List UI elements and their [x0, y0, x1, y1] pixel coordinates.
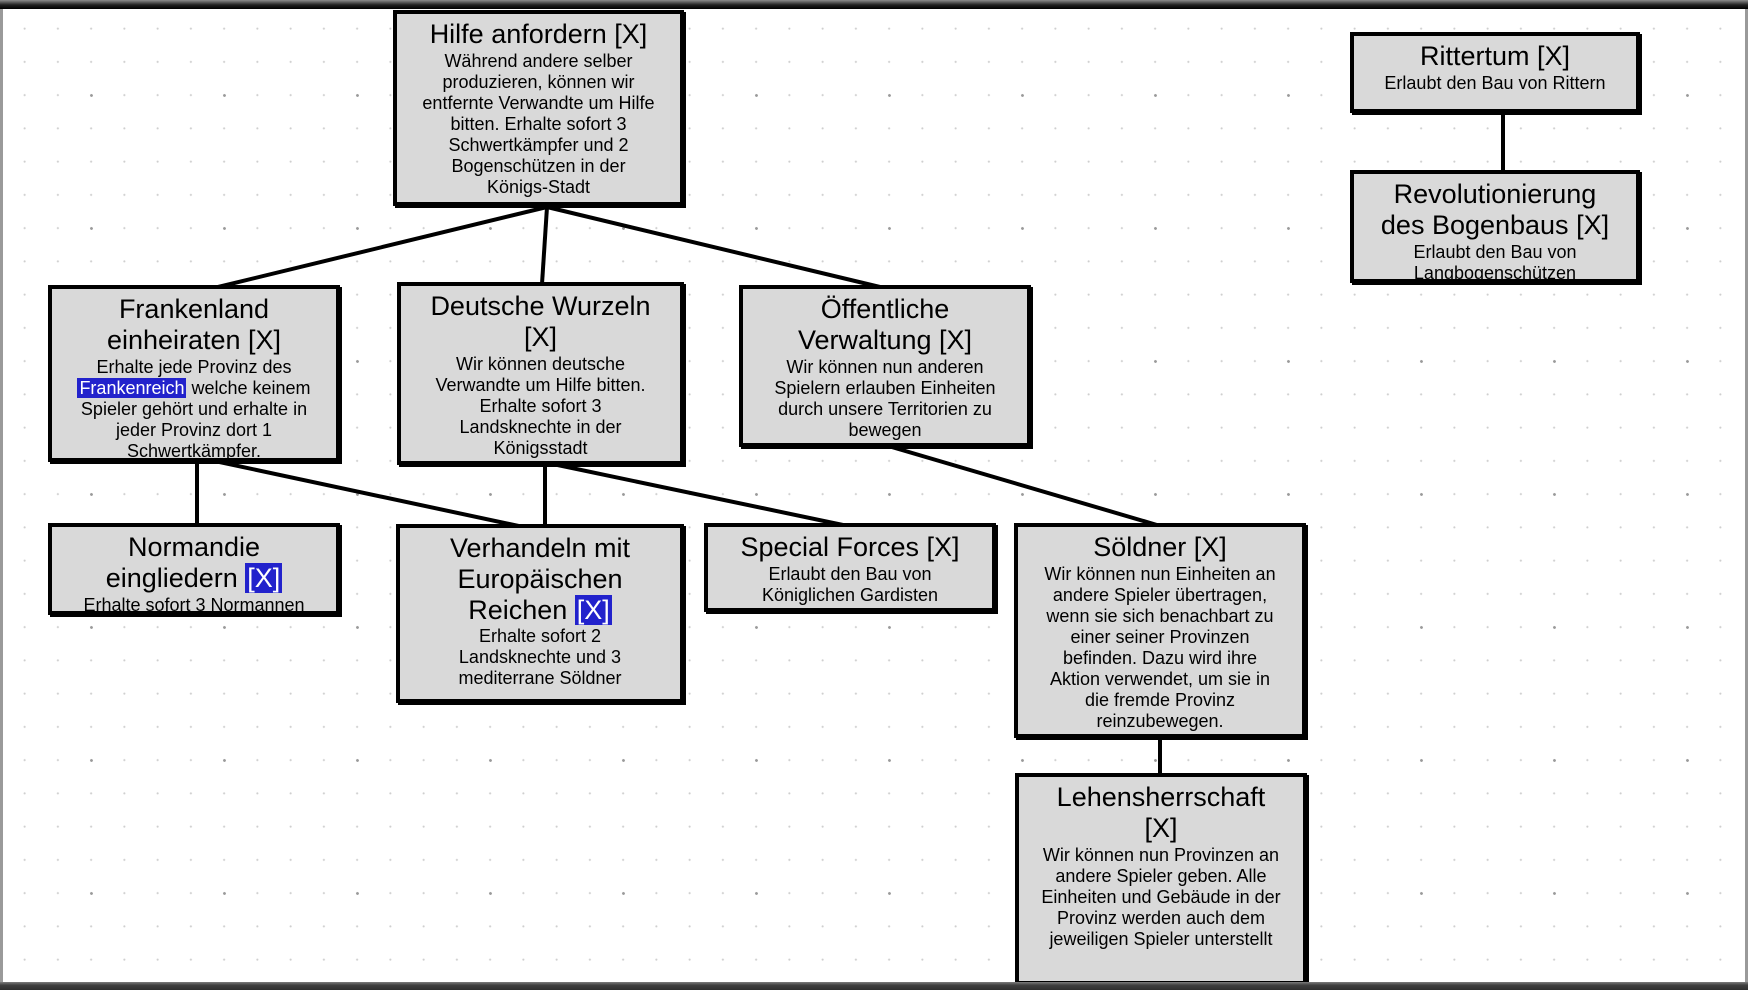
node-title: Söldner [X]	[1093, 532, 1227, 562]
node-title: Hilfe anfordern [X]	[429, 19, 648, 49]
node-body: Wir können nun anderen Spielern erlauben Einheiten durch unsere Territorien zu bewegen	[774, 356, 996, 440]
node-title: Öffentliche Verwaltung [X]	[797, 294, 973, 355]
edge-oeffentliche-soeldner	[885, 445, 1157, 525]
node-special-forces[interactable]	[704, 523, 996, 612]
node-body: Wir können nun Einheiten an andere Spieler übertragen, wenn sie sich benachbart zu einer seiner Provinzen befinden. Dazu wird ihre Aktion verwendet, um sie in die fremde Provinz reinzubewegen.	[1044, 563, 1276, 732]
node-body: Während andere selber produzieren, können wir entfernte Verwandte um Hilfe bitten. Erhalte sofort 3 Schwertkämpfer und 2 Bogenschützen in der Königs-Stadt	[422, 50, 655, 198]
node-body	[74, 357, 314, 462]
selected-text-highlight: Frankenreich	[79, 377, 185, 398]
node-body: Wir können deutsche Verwandte um Hilfe bitten. Erhalte sofort 3 Landsknechte in der Königsstadt	[435, 353, 646, 458]
edge-hilfe-deutsche-wurzeln	[542, 207, 547, 284]
body-text: Erhalte jede Provinz des	[96, 356, 292, 377]
node-body: Wir können nun Provinzen an andere Spieler geben. Alle Einheiten und Gebäude in der Provinz werden auch dem jeweiligen Spieler unterstellt	[1041, 844, 1281, 949]
node-rittertum[interactable]	[1350, 32, 1640, 113]
window-left-edge	[0, 0, 3, 990]
node-revolutionierung-des-bogenbaus[interactable]	[1350, 170, 1640, 283]
window-bottom-edge	[0, 982, 1748, 990]
node-title	[74, 532, 314, 594]
node-body: Erlaubt den Bau von Königlichen Gardisten	[761, 563, 939, 605]
edge-frankenland-verhandeln	[210, 460, 528, 528]
node-normandie-eingliedern[interactable]	[48, 523, 340, 615]
node-title: Special Forces [X]	[740, 532, 960, 562]
node-body: Erhalte sofort 3 Normannen	[83, 594, 305, 615]
edge-deutsche-wurzeln-special-forces	[548, 463, 843, 525]
node-title: Revolutionierung des Bogenbaus [X]	[1380, 179, 1610, 240]
node-soeldner[interactable]	[1014, 523, 1306, 738]
edge-hilfe-oeffentliche	[547, 207, 880, 287]
body-text: welche keinem Spieler gehört und erhalte in jeder Provinz dort 1 Schwertkämpfer.	[80, 377, 311, 461]
node-lehensherrschaft[interactable]	[1015, 773, 1307, 985]
node-body: Erhalte sofort 2 Landsknechte und 3 mediterrane Söldner	[458, 626, 622, 689]
node-body: Erlaubt den Bau von Langbogenschützen	[1413, 241, 1577, 283]
node-title: Deutsche Wurzeln [X]	[430, 291, 651, 352]
node-title: Rittertum [X]	[1419, 41, 1571, 71]
node-title: Frankenland einheiraten [X]	[106, 294, 282, 355]
window-top-edge	[0, 0, 1748, 9]
edge-hilfe-frankenland	[218, 207, 547, 287]
node-title	[422, 533, 658, 625]
node-frankenland-einheiraten[interactable]	[48, 285, 340, 462]
node-verhandeln-mit-europaeischen-reichen[interactable]	[396, 524, 684, 703]
node-body: Erlaubt den Bau von Rittern	[1384, 72, 1606, 93]
selected-text-highlight: [X]	[576, 594, 610, 625]
node-deutsche-wurzeln[interactable]	[397, 282, 684, 465]
title-text: Verhandeln mit Europäischen Reichen	[449, 533, 631, 625]
node-hilfe-anfordern[interactable]	[393, 10, 684, 206]
title-text: Normandie eingliedern	[105, 532, 261, 593]
node-oeffentliche-verwaltung[interactable]	[739, 285, 1031, 447]
node-title: Lehensherrschaft [X]	[1056, 782, 1266, 843]
selected-text-highlight: [X]	[247, 562, 281, 593]
